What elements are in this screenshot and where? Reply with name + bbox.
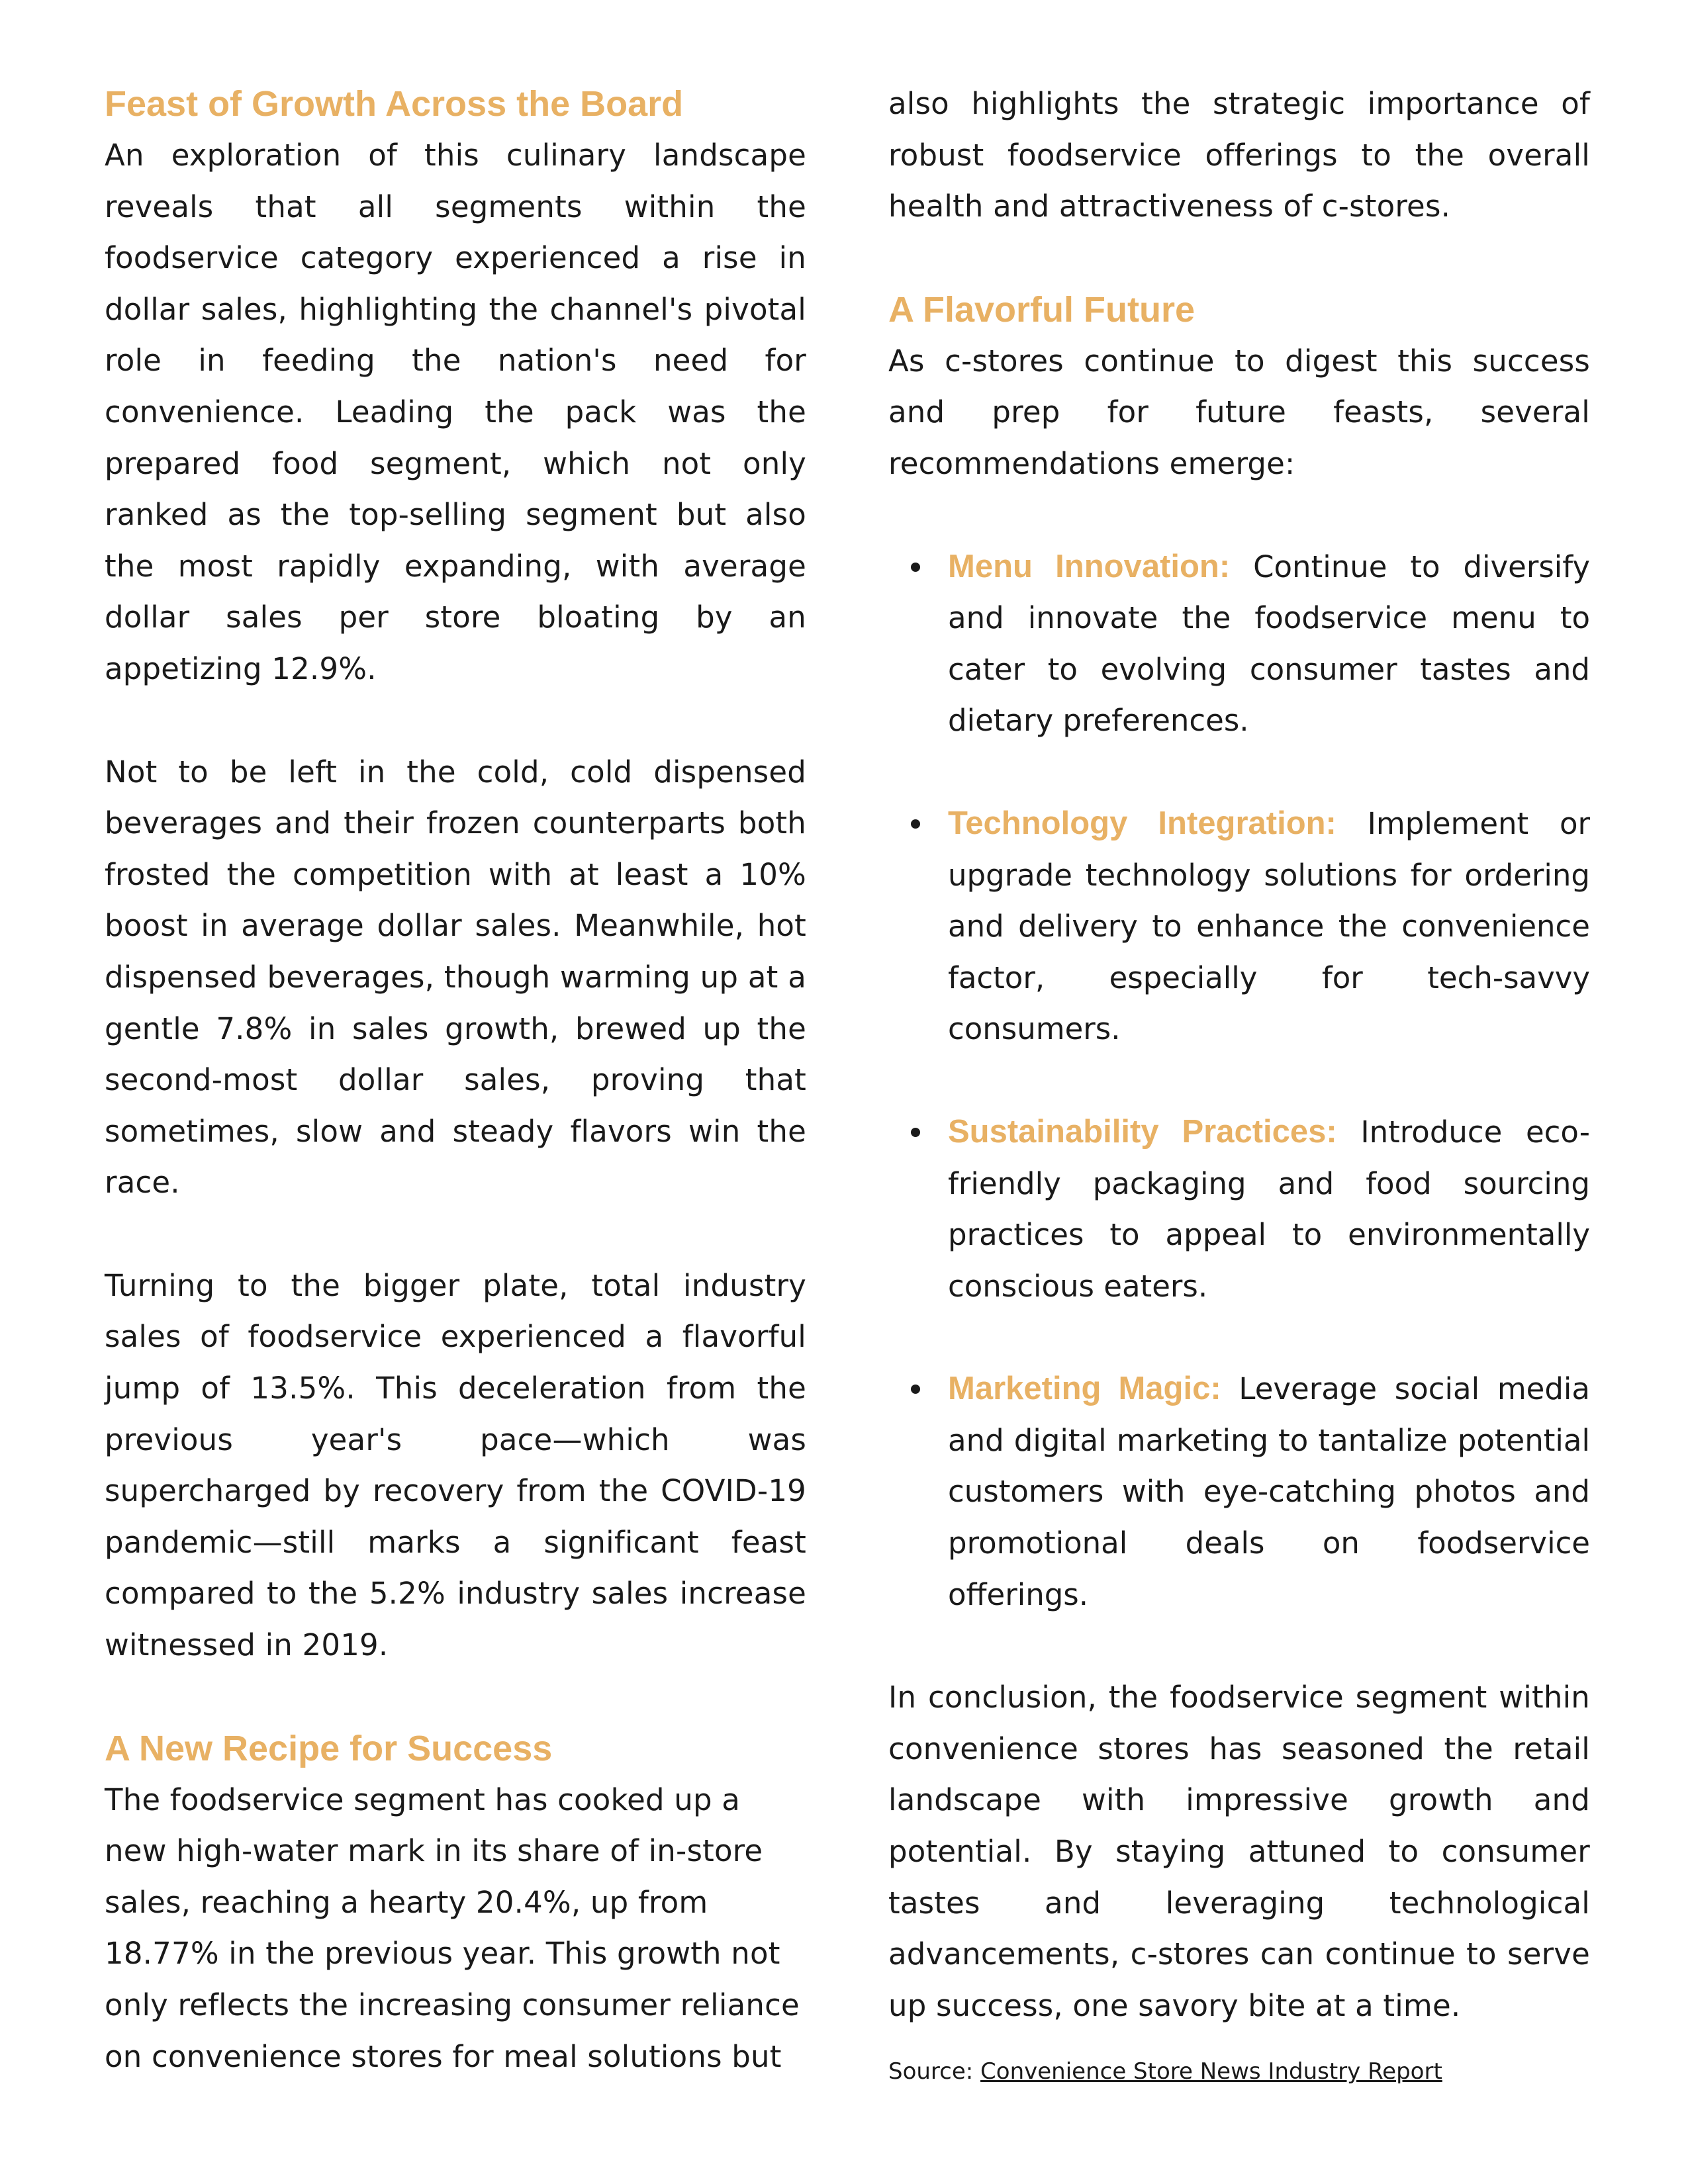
paragraph-industry-sales: Turning to the bigger plate, total industry sales of foodservice experienced a flavorful jump of 13.5%. This deceleration from the previous year's pace—which was supercharged by recovery from the COVID-19 pandemic—still marks a significant feast compared to the 5.2% industry sales increase witnessed in 2019. bbox=[105, 1267, 806, 1663]
recommendation-text: Leverage social media and digital marketing to tantalize potential customers with eye-catching photos and promotional deals on foodservice offerings. bbox=[948, 1371, 1591, 1612]
recommendation-title: Technology Integration: bbox=[948, 805, 1336, 841]
source-link[interactable]: Convenience Store News Industry Report bbox=[980, 2058, 1442, 2085]
source-label: Source: bbox=[888, 2058, 981, 2085]
paragraph-spacer bbox=[105, 695, 806, 747]
paragraph-spacer bbox=[888, 1620, 1590, 1672]
list-spacer bbox=[888, 1312, 1590, 1363]
paragraph-conclusion: In conclusion, the foodservice segment within convenience stores has seasoned the retail landscape with impressive growth and potential. By staying attuned to consumer tastes and leveraging technological advancements, c-stores can continue to serve up success, one savory bite at a time. bbox=[888, 1680, 1590, 2023]
list-spacer bbox=[888, 747, 1590, 798]
paragraph-instore-share: The foodservice segment has cooked up a new high-water mark in its share of in-store sales, reaching a hearty 20.4%, up from 18.77% in the previous year. This growth not only reflects the increasing consumer reliance on convenience stores for meal solutions but bbox=[105, 1782, 800, 2074]
recommendation-title: Sustainability Practices: bbox=[948, 1113, 1337, 1150]
list-spacer bbox=[888, 1055, 1590, 1107]
section-heading-new-recipe: A New Recipe for Success bbox=[105, 1728, 553, 1768]
section-heading-flavorful-future: A Flavorful Future bbox=[888, 289, 1196, 330]
right-column bbox=[888, 78, 1590, 2088]
bullet-icon bbox=[911, 1385, 920, 1394]
list-item bbox=[888, 541, 1590, 747]
bullet-icon bbox=[911, 563, 920, 572]
source-spacer bbox=[888, 2031, 1590, 2055]
paragraph-segments-growth: An exploration of this culinary landscape reveals that all segments within the foodservice category experienced a rise in dollar sales, highlighting the channel's pivotal role in feeding the nation's need for convenience. Leading the pack was the prepared food segment, which not only ranked as the top-selling segment but also the most rapidly expanding, with average dollar sales per store bloating by an appetizing 12.9%. bbox=[105, 138, 806, 686]
paragraph-beverages: Not to be left in the cold, cold dispensed beverages and their frozen counterparts both frosted the competition with at least a 10% boost in average dollar sales. Meanwhile, hot dispensed beverages, though warming up at a gentle 7.8% in sales growth, brewed up the second-most dollar sales, proving that sometimes, slow and steady flavors win the race. bbox=[105, 754, 806, 1201]
paragraph-spacer bbox=[105, 1208, 806, 1260]
bullet-icon bbox=[911, 819, 920, 829]
source-line bbox=[888, 2055, 1590, 2088]
section-heading-feast-of-growth: Feast of Growth Across the Board bbox=[105, 84, 684, 124]
recommendations-list bbox=[888, 541, 1590, 1621]
left-column bbox=[105, 78, 806, 2082]
recommendation-title: Menu Innovation: bbox=[948, 548, 1231, 584]
list-item bbox=[888, 1363, 1590, 1620]
recommendation-text: Implement or upgrade technology solutions for ordering and delivery to enhance the convenience factor, especially for tech-savvy consumers. bbox=[948, 805, 1590, 1047]
list-item bbox=[888, 798, 1590, 1055]
paragraph-recommendations-intro: As c-stores continue to digest this success and prep for future feasts, several recommendations emerge: bbox=[888, 343, 1590, 481]
paragraph-spacer bbox=[888, 490, 1590, 541]
paragraph-continuation: also highlights the strategic importance of robust foodservice offerings to the overall health and attractiveness of c-stores. bbox=[888, 86, 1590, 224]
list-item bbox=[888, 1107, 1590, 1312]
recommendation-text: Continue to diversify and innovate the foodservice menu to cater to evolving consumer tastes and dietary preferences. bbox=[948, 549, 1590, 739]
paragraph-spacer bbox=[888, 232, 1590, 284]
paragraph-spacer bbox=[105, 1671, 806, 1723]
recommendation-text: Introduce eco-friendly packaging and food sourcing practices to appeal to environmentally conscious eaters. bbox=[948, 1114, 1590, 1304]
recommendation-title: Marketing Magic: bbox=[948, 1371, 1221, 1407]
bullet-icon bbox=[911, 1128, 920, 1137]
